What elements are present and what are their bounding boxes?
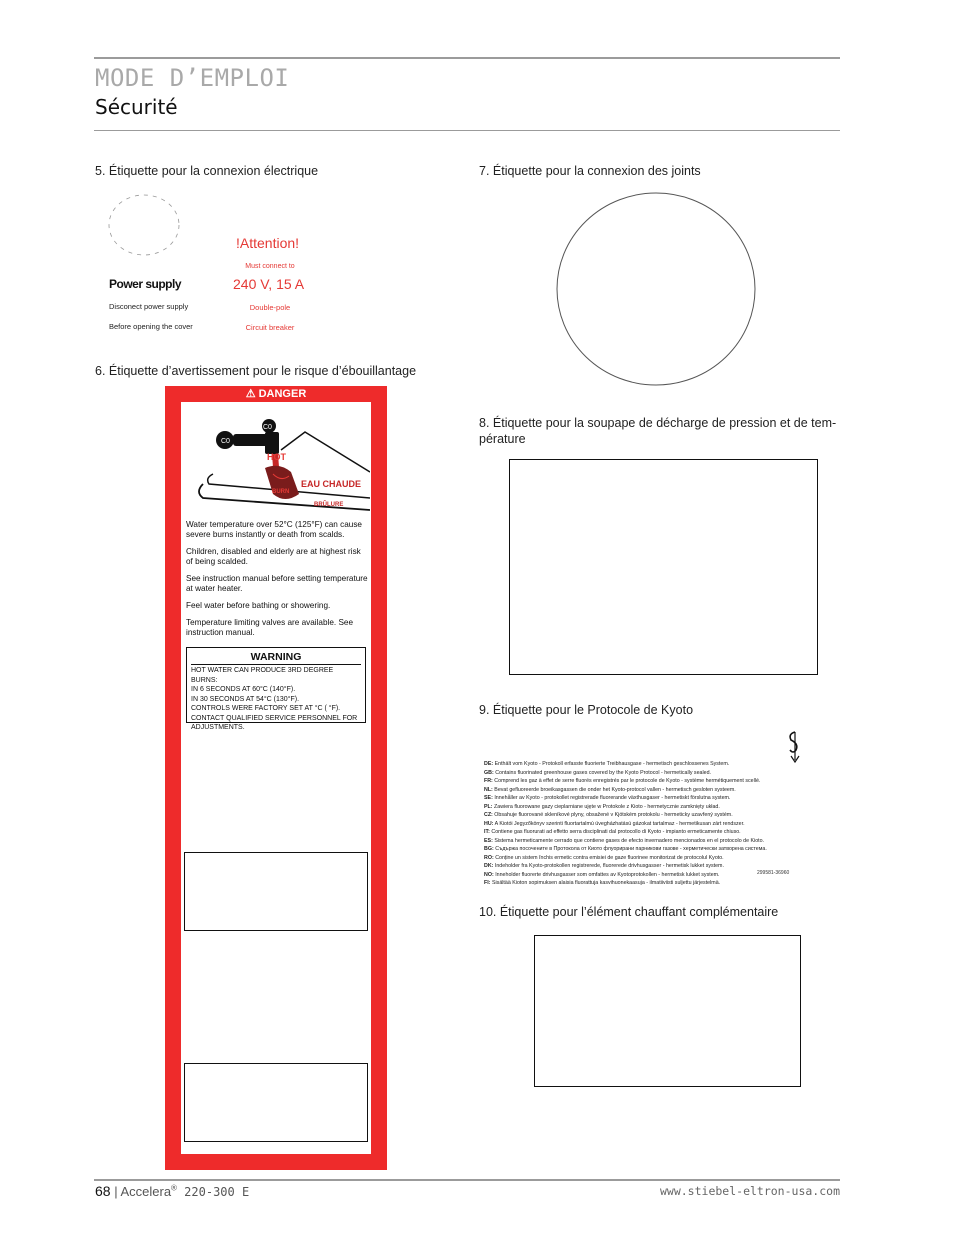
kyoto-arrow-icon — [787, 730, 803, 764]
footer-rule — [94, 1179, 840, 1181]
power-line-disconnect: Disconect power supply — [109, 302, 189, 311]
power-supply-title: Power supply — [109, 277, 182, 291]
must-connect-text: Must connect to — [245, 263, 295, 270]
kyoto-row — [484, 794, 814, 803]
kyoto-row-text: Comprend les gaz à effet de serre fluorés enregistrés par le protocole de Kyoto - système hermétiquement scellé. — [492, 778, 761, 784]
kyoto-row-text: Съдържа посочените в Протокола от Киото флуорирани парникови газове - херметически затворена система. — [493, 846, 767, 852]
footer-separator: | — [110, 1184, 121, 1199]
burn-text: BURN — [272, 489, 290, 495]
kyoto-row-text: Conține un sistem închis ermetic contra emisiei de gaze fluorinee monitorizat de protocolul Kyoto. — [493, 854, 724, 861]
kyoto-row-text: Enthält vom Kyoto - Protokoll erfasste fluorierte Treibhausgase - hermetisch geschlossenes System. — [493, 761, 730, 767]
caption-scald-warning: 6. Étiquette d’avertissement pour le risque d’ébouillantage — [95, 364, 417, 378]
kyoto-row-text: Sistema hermeticamente cerrado que contiene gases de efecto invernadero mencionados en el protocolo de Kioto. — [492, 837, 765, 844]
danger-paragraph: Feel water before bathing or showering. — [186, 601, 331, 610]
warning-title: WARNING — [191, 651, 361, 665]
kyoto-row — [484, 803, 814, 812]
kyoto-row — [484, 777, 814, 786]
kyoto-row — [484, 820, 814, 829]
heating-element-label-box — [534, 935, 801, 1087]
caption-relief-valve-line1: 8. Étiquette pour la soupape de décharge de pression et de tem- — [479, 416, 837, 430]
footer-url: www.stiebel-eltron-usa.com — [659, 1184, 840, 1198]
footer-model: 220-300 E — [176, 1185, 250, 1199]
caption-heating-element-label: 10. Étiquette pour l’élément chauffant complémentaire — [479, 905, 779, 919]
caption-relief-valve-line2: pérature — [479, 432, 526, 446]
danger-header — [165, 386, 387, 402]
kyoto-country-code: DE: — [484, 761, 494, 767]
caption-kyoto-label: 9. Étiquette pour le Protocole de Kyoto — [479, 703, 694, 717]
kyoto-part-number: 299581-36960 — [757, 870, 790, 876]
kyoto-row — [484, 845, 814, 854]
page-title: MODE D’EMPLOI — [95, 64, 290, 92]
kyoto-country-code: FI: — [484, 880, 491, 886]
danger-header-text: DANGER — [258, 388, 307, 400]
kyoto-country-code: RO: — [484, 854, 494, 861]
double-pole-text: Double-pole — [249, 303, 291, 312]
kyoto-country-code: IT: — [484, 829, 490, 835]
kyoto-row-text: Obsahuje fluorované skleníkové plyny, obsažené v Kjótském protokolu - hermeticky uzavřený systém. — [492, 812, 733, 818]
kyoto-row-text: Innehåller av Kyoto - protokollet registrerade fluorerande växthusgaser - hermetiskt förslutna system. — [492, 795, 731, 801]
warning-box — [186, 647, 366, 731]
circuit-breaker-text: Circuit breaker — [245, 323, 295, 332]
kyoto-country-code: HU: — [484, 820, 494, 827]
kyoto-text-list — [484, 760, 814, 888]
danger-blank-box-1 — [184, 852, 368, 931]
kyoto-row-text: A Kiotói Jegyzőkönyv szerinti fluortartalmú üvegházhatású gázokat tartalmaz - hermetikusan zárt rendszer. — [493, 820, 745, 827]
warning-line: IN 6 SECONDS AT 60°C (140°F). — [191, 686, 296, 693]
warning-line: HOT WATER CAN PRODUCE 3RD DEGREE BURNS: — [191, 667, 334, 684]
danger-paragraph: Temperature limiting valves are available. See instruction manual. — [186, 618, 354, 637]
kyoto-row-text: Contiene gas fluorurati ad effetto serra disciplinati dal protocollo di Kyoto - impianto ermeticamente chiuso. — [489, 829, 741, 835]
kyoto-country-code: SE: — [484, 795, 493, 801]
kyoto-row — [484, 837, 814, 846]
kyoto-row-text: Inneholder fluorerte drivhusgasser som omfattes av Kyotoprotokollen - hermetisk lukket system. — [493, 871, 720, 878]
rating-text: 240 V, 15 A — [233, 276, 305, 292]
brulure-text: BRÛLURE — [314, 502, 344, 508]
kyoto-country-code: NL: — [484, 786, 493, 793]
kyoto-country-code: FR: — [484, 778, 493, 784]
danger-paragraph: See instruction manual before setting temperature at water heater. — [186, 574, 368, 593]
danger-instructions — [186, 520, 368, 645]
top-rule — [94, 57, 840, 59]
relief-valve-label-box — [509, 459, 818, 675]
kyoto-country-code: NO: — [484, 871, 494, 878]
danger-paragraph: Water temperature over 52°C (125°F) can cause severe burns instantly or death from scalds. — [186, 520, 362, 539]
warning-line: CONTROLS WERE FACTORY SET AT °C ( °F). — [191, 705, 341, 712]
power-line-cover: Before opening the cover — [109, 322, 193, 331]
caption-electrical-label: 5. Étiquette pour la connexion électrique — [95, 164, 319, 178]
hot-text: HOT — [267, 452, 286, 462]
joint-label-circle — [555, 191, 757, 387]
kyoto-row — [484, 811, 814, 820]
kyoto-row — [484, 760, 814, 769]
kyoto-row-text: Zawiera fluorowane gazy cieplarniane ujęte w Protokole z Kioto - hermetycznie zamknięty układ. — [492, 803, 720, 810]
kyoto-row-text: Contains fluorinated greenhouse gases covered by the Kyoto Protocol - hermetically sealed. — [493, 769, 712, 776]
warning-line: CONTACT QUALIFIED SERVICE PERSONNEL FOR ADJUSTMENTS. — [191, 714, 358, 731]
kyoto-country-code: ES: — [484, 837, 493, 844]
header-divider — [94, 130, 840, 131]
kyoto-country-code: DK: — [484, 863, 494, 869]
kyoto-row-text: Indeholder fra Kyoto-protokollen registrerede, fluorerede drivhusgasser - hermetisk lukket system. — [493, 863, 724, 869]
footer-left — [95, 1183, 249, 1199]
page-subtitle: Sécurité — [95, 95, 178, 119]
kyoto-row-text: Sisältää Kioton sopimuksen alaisia fluorattuja kasvihuonekaasuja - ilmatiiviisti suljettu järjestelmä. — [490, 880, 721, 886]
kyoto-row — [484, 879, 814, 888]
kyoto-row — [484, 786, 814, 795]
danger-blank-box-2 — [184, 1063, 368, 1142]
faucet-hand-illustration — [195, 412, 370, 512]
kyoto-country-code: PL: — [484, 803, 493, 810]
kyoto-country-code: GB: — [484, 769, 494, 776]
kyoto-country-code: BG: — [484, 846, 494, 852]
eau-chaude-text: EAU CHAUDE — [301, 479, 362, 489]
danger-label-body — [181, 402, 371, 1154]
caption-joint-label: 7. Étiquette pour la connexion des joints — [479, 164, 701, 178]
svg-text:C0: C0 — [263, 424, 272, 431]
kyoto-row-text: Bevat gefluoreerde broeikasgassen die onder het Kyoto-protocol vallen - hermetisch gesloten systeem. — [492, 786, 736, 793]
warning-line: IN 30 SECONDS AT 54°C (130°F). — [191, 695, 300, 703]
attention-text: !Attention! — [236, 235, 300, 251]
danger-paragraph: Children, disabled and elderly are at highest risk of being scalded. — [186, 547, 361, 566]
kyoto-row — [484, 769, 814, 778]
page-number: 68 — [95, 1183, 111, 1199]
kyoto-country-code: CZ: — [484, 812, 493, 818]
warning-triangle-icon: ⚠ — [245, 388, 256, 400]
kyoto-row — [484, 828, 814, 837]
footer-brand: Accelera — [120, 1184, 172, 1199]
footer-reg-mark: ® — [171, 1183, 177, 1193]
svg-text:C0: C0 — [221, 438, 230, 445]
kyoto-row — [484, 854, 814, 863]
power-circle-outline — [106, 193, 182, 257]
